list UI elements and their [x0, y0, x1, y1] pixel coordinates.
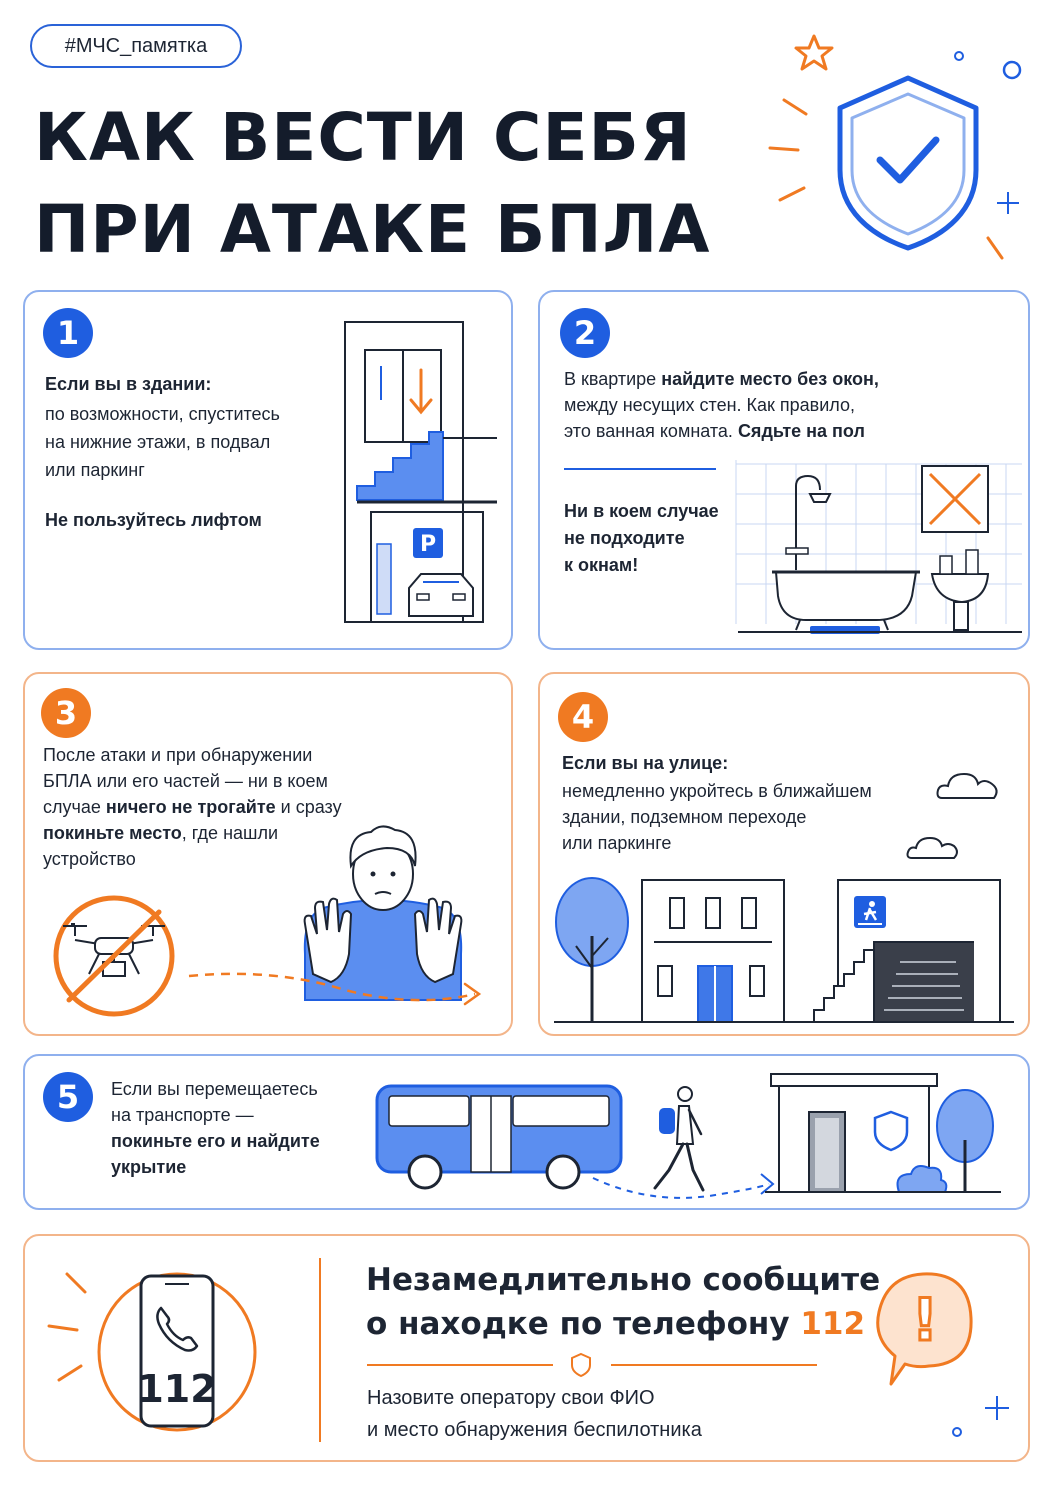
card-1-warning: Не пользуйтесь лифтом: [45, 510, 262, 530]
title-line-2: ПРИ АТАКЕ БПЛА: [34, 191, 711, 268]
report-note: Назовите оператору свои ФИО и место обнаружения беспилотника: [367, 1387, 702, 1441]
card-in-apartment: [538, 290, 1030, 650]
leave-arrow-path: [185, 964, 505, 1024]
parking-sign-label: P: [419, 532, 437, 557]
step-number-4: 4: [558, 692, 608, 742]
card-1-line: по возможности, спуститесь: [45, 404, 280, 424]
card-1-line: или паркинг: [45, 460, 145, 480]
card-2-line-3: это ванная комната. Сядьте на пол: [564, 421, 865, 441]
step-number-2: 2: [560, 308, 610, 358]
card-2-line-2: между несущих стен. Как правило,: [564, 395, 856, 415]
card-4-text: Если вы на улице: немедленно укройтесь в ближайшем здании, подземном переходе или паркинге: [562, 753, 872, 853]
shelter-building-illustration: [765, 1070, 1005, 1200]
card-2-line-1: В квартире найдите место без окон,: [564, 369, 879, 389]
card-2-divider: [564, 468, 716, 470]
card-3-text: После атаки и при обнаружении БПЛА или его частей — ни в коем случае ничего не трогайте и сразу покиньте место, где нашли устройство: [43, 745, 342, 869]
card-2-warning: Ни в коем случае не подходите к окнам!: [564, 501, 719, 575]
card-5-text: Если вы перемещаетесь на транспорте — покиньте его и найдите укрытие: [111, 1079, 320, 1177]
card-1-heading: Если вы в здании:: [45, 374, 212, 394]
card-1-line: на нижние этажи, в подвал: [45, 432, 271, 452]
step-number-3: 3: [41, 688, 91, 738]
bathroom-illustration: [726, 460, 1026, 640]
card-1-text: [45, 370, 280, 534]
step-number-1: 1: [43, 308, 93, 358]
report-heading: Незамедлительно сообщите о находке по телефону 112: [366, 1262, 881, 1342]
card-in-building: [23, 290, 513, 650]
report-vertical-divider: [319, 1258, 321, 1442]
street-buildings-illustration: [554, 876, 1014, 1026]
small-shield-icon: [569, 1352, 593, 1378]
cloud-icon: [934, 766, 1004, 806]
phone-112-illustration: [41, 1252, 291, 1452]
card-2-text: [564, 366, 879, 444]
page-title: [34, 92, 754, 276]
card-after-attack: [23, 672, 513, 1036]
hashtag-badge: #МЧС_памятка: [30, 24, 242, 68]
alert-exclamation-icon: !: [911, 1286, 939, 1354]
cloud-icon: [906, 832, 962, 864]
shield-check-icon: [770, 30, 1030, 260]
building-stairs-parking-illustration: [337, 320, 517, 630]
no-touch-drone-icon: [49, 896, 189, 1026]
phone-112-label: 112: [137, 1367, 217, 1411]
step-number-5: 5: [43, 1072, 93, 1122]
title-line-1: КАК ВЕСТИ СЕБЯ: [34, 99, 692, 176]
card-on-transport: [23, 1054, 1030, 1210]
alert-bubble-icon: [877, 1268, 1007, 1468]
card-on-street: [538, 672, 1030, 1036]
bus-illustration: [375, 1082, 625, 1182]
